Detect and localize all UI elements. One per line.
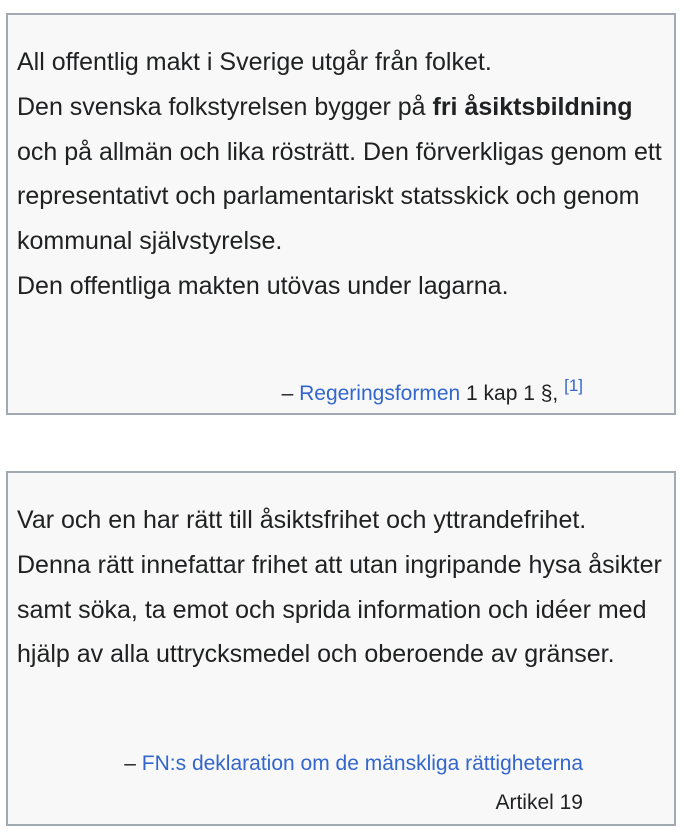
quote-text — [17, 40, 665, 309]
attribution-citation: 1 kap 1 §, — [460, 382, 565, 405]
attribution-dash: – — [124, 752, 142, 775]
reference-link[interactable]: [1] — [564, 376, 583, 395]
quote-text — [17, 498, 665, 677]
quote-box-udhr — [6, 471, 676, 826]
udhr-link[interactable]: FN:s deklaration om de mänskliga rättigheterna — [141, 752, 583, 775]
quote-box-regeringsformen — [6, 13, 676, 415]
quote-line: All offentlig makt i Sverige utgår från folket. — [17, 48, 492, 76]
quote-bold-text: fri åsiktsbildning — [432, 92, 633, 121]
attribution-source — [124, 751, 583, 777]
quote-attribution — [281, 376, 583, 407]
quote-line: Var och en har rätt till åsiktsfrihet och yttrandefrihet. Denna rätt innefattar frihet att utan ingripande hysa åsikter samt söka, ta emot och sprida information och idéer med hjälp av alla uttrycksmedel och oberoende av gränser. — [17, 506, 662, 669]
quote-attribution — [124, 751, 583, 816]
quote-paragraph — [17, 85, 665, 264]
attribution-dash: – — [281, 382, 300, 405]
attribution-article: Artikel 19 — [495, 791, 583, 814]
quote-line: Den offentliga makten utövas under lagarna. — [17, 271, 509, 300]
quote-text-segment: Den svenska folkstyrelsen bygger på — [17, 92, 433, 121]
quote-text-segment: och på allmän och lika rösträtt. Den förverkligas genom ett representativt och parlamentariskt statsskick och genom kommunal självstyrelse. — [17, 137, 662, 256]
regeringsformen-link[interactable]: Regeringsformen — [299, 382, 461, 405]
